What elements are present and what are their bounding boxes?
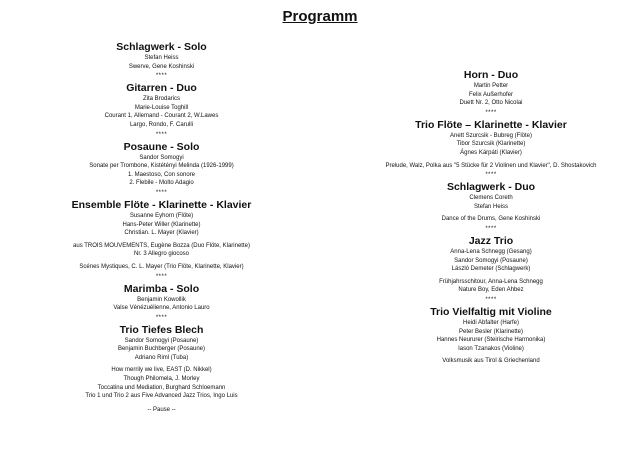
program-line: Nature Boy, Eden Ahbez <box>458 287 524 294</box>
section-heading: Schlagwerk - Solo <box>116 41 207 53</box>
program-line: Martin Petter <box>473 83 509 89</box>
section-heading: Trio Flöte – Klarinette - Klavier <box>415 118 567 131</box>
program-line: Trio 1 und Trio 2 aus Five Advanced Jazz Trios, Ingo Luis <box>85 393 238 400</box>
section-heading: Trio Vielfaltig mit Violine <box>430 305 552 318</box>
section-heading: Gitarren - Duo <box>126 82 197 95</box>
program-line: Tibor Szurcsik (Klarinette) <box>456 141 526 148</box>
program-section <box>40 323 283 401</box>
program-line: Iason Tzanakos (Violine) <box>458 345 524 352</box>
section-separator: **** <box>485 225 497 232</box>
program-line: Sandor Somogyi (Posaune) <box>454 257 528 264</box>
program-line: Dance of the Drums, Gene Koshinski <box>441 216 541 223</box>
program-section <box>362 305 620 366</box>
program-line: László Demeter (Schlagwerk) <box>451 266 531 273</box>
program-section <box>362 68 620 108</box>
program-line: Largo, Rondo, F. Carulli <box>129 121 194 128</box>
program-line: Felix Außerhofer <box>468 91 514 98</box>
program-line: Benjamin Buchberger (Posaune) <box>117 346 206 353</box>
section-separator: **** <box>155 131 168 138</box>
program-section <box>40 140 283 188</box>
program-line: Sandor Somogyi <box>139 154 184 161</box>
section-separator: **** <box>485 296 497 303</box>
section-heading: Schlagwerk - Duo <box>446 181 536 194</box>
program-section <box>362 118 620 170</box>
section-separator: **** <box>155 189 168 196</box>
program-line: Anett Szurcsik - Bubreg (Flöte) <box>449 132 533 139</box>
program-line: Duett Nr. 2, Otto Nicolai <box>459 100 523 107</box>
section-separator: **** <box>485 109 497 116</box>
program-line: Ágnes Kárpáti (Klavier) <box>460 149 522 156</box>
program-section <box>40 40 283 71</box>
program-section <box>40 282 283 313</box>
program-line: Christian. L. Mayer (Klavier) <box>124 230 199 237</box>
section-heading: Horn - Duo <box>463 69 519 81</box>
program-line: aus TROIS MOUVEMENTS, Eugène Bozza (Duo Flöte, Klarinette) <box>73 242 250 249</box>
program-section <box>362 234 620 295</box>
program-line: Adriano Riml (Tuba) <box>134 354 189 361</box>
program-line: Courant 1, Allemand - Courant 2, W.Lawes <box>104 113 219 120</box>
program-line: 2. Flebile - Molto Adagio <box>129 180 194 187</box>
section-heading: Jazz Trio <box>468 234 514 247</box>
program-line: Swerve, Gene Koshinski <box>128 63 195 70</box>
program-section <box>40 198 283 272</box>
program-right-column <box>362 68 620 366</box>
program-line: How merrily we live, EAST (D. Nikkel) <box>111 367 212 374</box>
program-line: Susanne Eyhorn (Flöte) <box>129 212 194 219</box>
program-section <box>362 180 620 224</box>
program-line: Stefan Heiss <box>144 55 179 61</box>
program-line: Marie-Louise Toghill <box>134 104 189 111</box>
pause-note: -- Pause -- <box>147 406 176 413</box>
program-line: Sandor Somogyi (Posaune) <box>124 337 199 344</box>
program-line: Zita Brodarics <box>142 96 180 103</box>
section-separator: **** <box>155 273 168 280</box>
section-heading: Ensemble Flöte - Klarinette - Klavier <box>71 198 252 211</box>
program-line: Benjamin Kowollik <box>137 296 186 303</box>
program-line: Prelude, Walz, Polka aus "5 Stücke für 2 Violinen und Klavier", D. Shostakovich <box>385 162 597 169</box>
program-line: Hans-Peter Willer (Klarinette) <box>122 221 201 228</box>
page-title: Programm <box>282 8 358 25</box>
program-line: Toccatina und Mediation, Burghard Schloemann <box>97 384 226 391</box>
program-line: Anna-Lena Schnegg (Gesang) <box>450 248 532 255</box>
program-line: 1. Maestoso, Con sonore <box>127 171 196 178</box>
program-line: Scénes Mystiques, C. L. Mayer (Trio Flöte, Klarinette, Klavier) <box>79 263 244 270</box>
section-heading: Posaune - Solo <box>123 140 200 153</box>
program-left-column <box>40 40 283 415</box>
program-line: Hannes Neururer (Steirische Harmonika) <box>436 337 546 344</box>
program-line: Valse Vénézuélienne, Antonio Lauro <box>113 305 210 312</box>
program-section <box>40 81 283 129</box>
section-heading: Trio Tiefes Blech <box>119 323 204 336</box>
section-separator: **** <box>155 73 168 80</box>
program-line: Though Philomela, J. Morley <box>123 376 200 383</box>
program-line: Stefan Heiss <box>473 203 509 210</box>
program-line: Frühjahrsschitour, Anna-Lena Schnegg <box>439 278 543 285</box>
program-line: Heidi Abfalter (Harfe) <box>462 319 520 326</box>
program-line: Peter Besler (Klarinette) <box>458 328 524 335</box>
program-line: Volksmusik aus Tirol & Griechenland <box>442 358 540 365</box>
program-line: Nr. 3 Allegro giocoso <box>133 251 190 258</box>
program-line: Sonate per Trombone, Kistétényi Melinda (1926-1999) <box>89 163 234 170</box>
section-heading: Marimba - Solo <box>123 282 200 295</box>
program-line: Clemens Coreth <box>469 195 513 202</box>
section-separator: **** <box>485 172 497 179</box>
section-separator: **** <box>155 314 168 321</box>
